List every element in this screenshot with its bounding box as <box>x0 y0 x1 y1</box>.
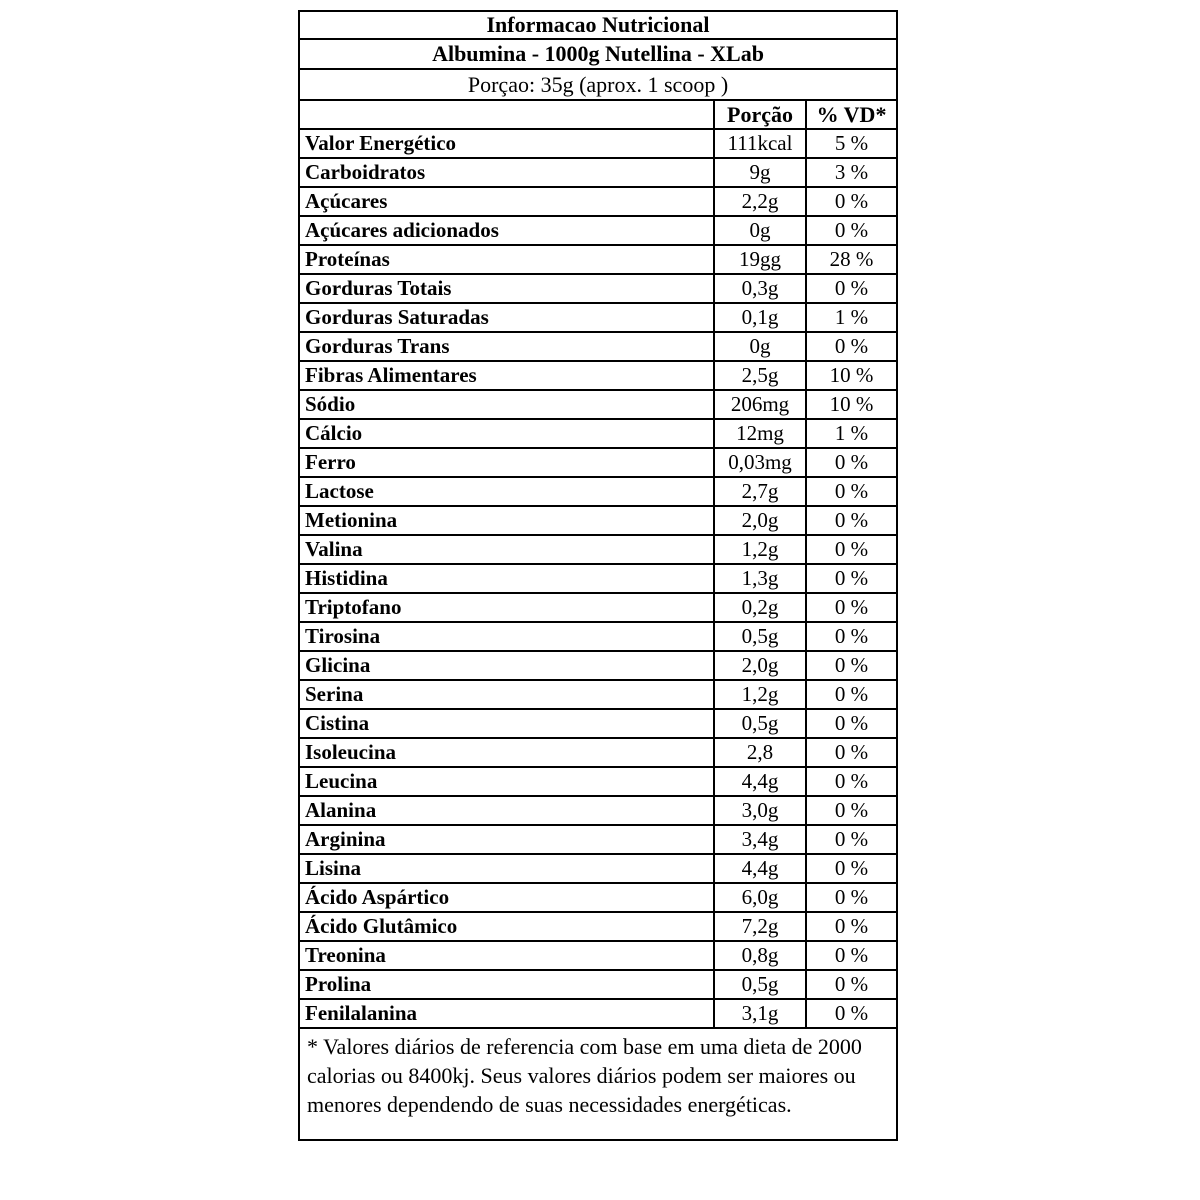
table-row <box>299 332 897 361</box>
table-row <box>299 477 897 506</box>
dv-value-cell: 0 % <box>806 941 897 970</box>
dv-value-cell: 0 % <box>806 506 897 535</box>
nutrient-name-cell: Prolina <box>299 970 714 999</box>
dv-value-cell: 0 % <box>806 738 897 767</box>
portion-column-header: Porção <box>714 100 806 129</box>
dv-value-cell: 0 % <box>806 564 897 593</box>
table-row <box>299 419 897 448</box>
nutrient-name-cell: Gorduras Trans <box>299 332 714 361</box>
dv-value-cell: 0 % <box>806 622 897 651</box>
dv-value-cell: 0 % <box>806 477 897 506</box>
portion-value-cell: 0,5g <box>714 709 806 738</box>
footnote-row <box>299 1028 897 1140</box>
portion-value-cell: 7,2g <box>714 912 806 941</box>
dv-value-cell: 0 % <box>806 332 897 361</box>
nutrient-name-cell: Triptofano <box>299 593 714 622</box>
dv-value-cell: 0 % <box>806 274 897 303</box>
nutrient-name-cell: Lactose <box>299 477 714 506</box>
dv-value-cell: 0 % <box>806 651 897 680</box>
dv-value-cell: 0 % <box>806 680 897 709</box>
dv-value-cell: 0 % <box>806 912 897 941</box>
table-row <box>299 564 897 593</box>
portion-value-cell: 0g <box>714 216 806 245</box>
table-row <box>299 506 897 535</box>
dv-value-cell: 10 % <box>806 390 897 419</box>
nutrient-name-cell: Fibras Alimentares <box>299 361 714 390</box>
table-row <box>299 274 897 303</box>
portion-value-cell: 2,2g <box>714 187 806 216</box>
portion-value-cell: 3,0g <box>714 796 806 825</box>
portion-value-cell: 0,5g <box>714 622 806 651</box>
nutrient-name-cell: Ácido Glutâmico <box>299 912 714 941</box>
nutrient-name-cell: Histidina <box>299 564 714 593</box>
nutrient-name-cell: Valina <box>299 535 714 564</box>
dv-value-cell: 0 % <box>806 999 897 1028</box>
dv-value-cell: 0 % <box>806 448 897 477</box>
portion-value-cell: 206mg <box>714 390 806 419</box>
table-row <box>299 158 897 187</box>
portion-value-cell: 0,8g <box>714 941 806 970</box>
table-row <box>299 622 897 651</box>
nutrition-facts-table <box>298 10 898 1141</box>
nutrient-name-cell: Gorduras Totais <box>299 274 714 303</box>
nutrient-name-cell: Isoleucina <box>299 738 714 767</box>
dv-value-cell: 1 % <box>806 419 897 448</box>
nutrient-name-cell: Tirosina <box>299 622 714 651</box>
portion-value-cell: 1,2g <box>714 680 806 709</box>
table-footer-section <box>299 1028 897 1140</box>
nutrient-name-cell: Fenilalanina <box>299 999 714 1028</box>
portion-value-cell: 2,0g <box>714 506 806 535</box>
table-row <box>299 767 897 796</box>
dv-value-cell: 0 % <box>806 825 897 854</box>
portion-value-cell: 6,0g <box>714 883 806 912</box>
table-row <box>299 709 897 738</box>
portion-value-cell: 2,5g <box>714 361 806 390</box>
empty-header-cell <box>299 100 714 129</box>
dv-value-cell: 28 % <box>806 245 897 274</box>
nutrient-name-cell: Alanina <box>299 796 714 825</box>
table-title-row <box>299 11 897 39</box>
portion-value-cell: 2,8 <box>714 738 806 767</box>
portion-value-cell: 12mg <box>714 419 806 448</box>
dv-value-cell: 0 % <box>806 187 897 216</box>
serving-size: Porçao: 35g (aprox. 1 scoop ) <box>299 69 897 100</box>
portion-value-cell: 0,03mg <box>714 448 806 477</box>
table-row <box>299 883 897 912</box>
portion-value-cell: 3,4g <box>714 825 806 854</box>
nutrient-rows <box>299 129 897 1028</box>
dv-column-header: % VD* <box>806 100 897 129</box>
footnote-text: * Valores diários de referencia com base em uma dieta de 2000 calorias ou 8400kj. Seus valores diários podem ser maiores ou menores dependendo de suas necessidades energéticas. <box>299 1028 897 1140</box>
dv-value-cell: 0 % <box>806 883 897 912</box>
table-title: Informacao Nutricional <box>299 11 897 39</box>
nutrient-name-cell: Treonina <box>299 941 714 970</box>
nutrient-name-cell: Proteínas <box>299 245 714 274</box>
table-row <box>299 535 897 564</box>
table-row <box>299 738 897 767</box>
nutrient-name-cell: Metionina <box>299 506 714 535</box>
table-row <box>299 216 897 245</box>
dv-value-cell: 0 % <box>806 593 897 622</box>
portion-value-cell: 0g <box>714 332 806 361</box>
table-row <box>299 999 897 1028</box>
table-row <box>299 187 897 216</box>
nutrient-name-cell: Serina <box>299 680 714 709</box>
table-row <box>299 651 897 680</box>
portion-value-cell: 0,1g <box>714 303 806 332</box>
product-name-row <box>299 39 897 69</box>
nutrient-name-cell: Sódio <box>299 390 714 419</box>
nutrient-name-cell: Ácido Aspártico <box>299 883 714 912</box>
dv-value-cell: 0 % <box>806 970 897 999</box>
portion-value-cell: 0,2g <box>714 593 806 622</box>
table-row <box>299 303 897 332</box>
portion-value-cell: 111kcal <box>714 129 806 158</box>
table-row <box>299 593 897 622</box>
table-row <box>299 912 897 941</box>
portion-value-cell: 2,0g <box>714 651 806 680</box>
table-row <box>299 361 897 390</box>
column-header-row <box>299 100 897 129</box>
nutrient-name-cell: Gorduras Saturadas <box>299 303 714 332</box>
nutrient-name-cell: Açúcares adicionados <box>299 216 714 245</box>
portion-value-cell: 2,7g <box>714 477 806 506</box>
table-header-section <box>299 11 897 129</box>
dv-value-cell: 0 % <box>806 854 897 883</box>
portion-value-cell: 9g <box>714 158 806 187</box>
portion-value-cell: 1,3g <box>714 564 806 593</box>
portion-value-cell: 4,4g <box>714 767 806 796</box>
dv-value-cell: 5 % <box>806 129 897 158</box>
nutrient-name-cell: Cálcio <box>299 419 714 448</box>
portion-value-cell: 19gg <box>714 245 806 274</box>
nutrient-name-cell: Valor Energético <box>299 129 714 158</box>
portion-value-cell: 0,3g <box>714 274 806 303</box>
dv-value-cell: 3 % <box>806 158 897 187</box>
table-row <box>299 970 897 999</box>
table-row <box>299 448 897 477</box>
dv-value-cell: 0 % <box>806 709 897 738</box>
table-row <box>299 390 897 419</box>
portion-value-cell: 0,5g <box>714 970 806 999</box>
portion-value-cell: 1,2g <box>714 535 806 564</box>
nutrient-name-cell: Carboidratos <box>299 158 714 187</box>
table-row <box>299 245 897 274</box>
table-row <box>299 680 897 709</box>
table-row <box>299 129 897 158</box>
dv-value-cell: 1 % <box>806 303 897 332</box>
nutrient-name-cell: Açúcares <box>299 187 714 216</box>
nutrient-name-cell: Ferro <box>299 448 714 477</box>
dv-value-cell: 0 % <box>806 796 897 825</box>
nutrient-name-cell: Leucina <box>299 767 714 796</box>
nutrient-name-cell: Arginina <box>299 825 714 854</box>
nutrient-name-cell: Lisina <box>299 854 714 883</box>
table-row <box>299 796 897 825</box>
nutrient-name-cell: Glicina <box>299 651 714 680</box>
dv-value-cell: 10 % <box>806 361 897 390</box>
product-name: Albumina - 1000g Nutellina - XLab <box>299 39 897 69</box>
dv-value-cell: 0 % <box>806 535 897 564</box>
serving-size-row <box>299 69 897 100</box>
portion-value-cell: 4,4g <box>714 854 806 883</box>
dv-value-cell: 0 % <box>806 216 897 245</box>
dv-value-cell: 0 % <box>806 767 897 796</box>
table-row <box>299 854 897 883</box>
table-row <box>299 825 897 854</box>
nutrient-name-cell: Cistina <box>299 709 714 738</box>
portion-value-cell: 3,1g <box>714 999 806 1028</box>
table-row <box>299 941 897 970</box>
